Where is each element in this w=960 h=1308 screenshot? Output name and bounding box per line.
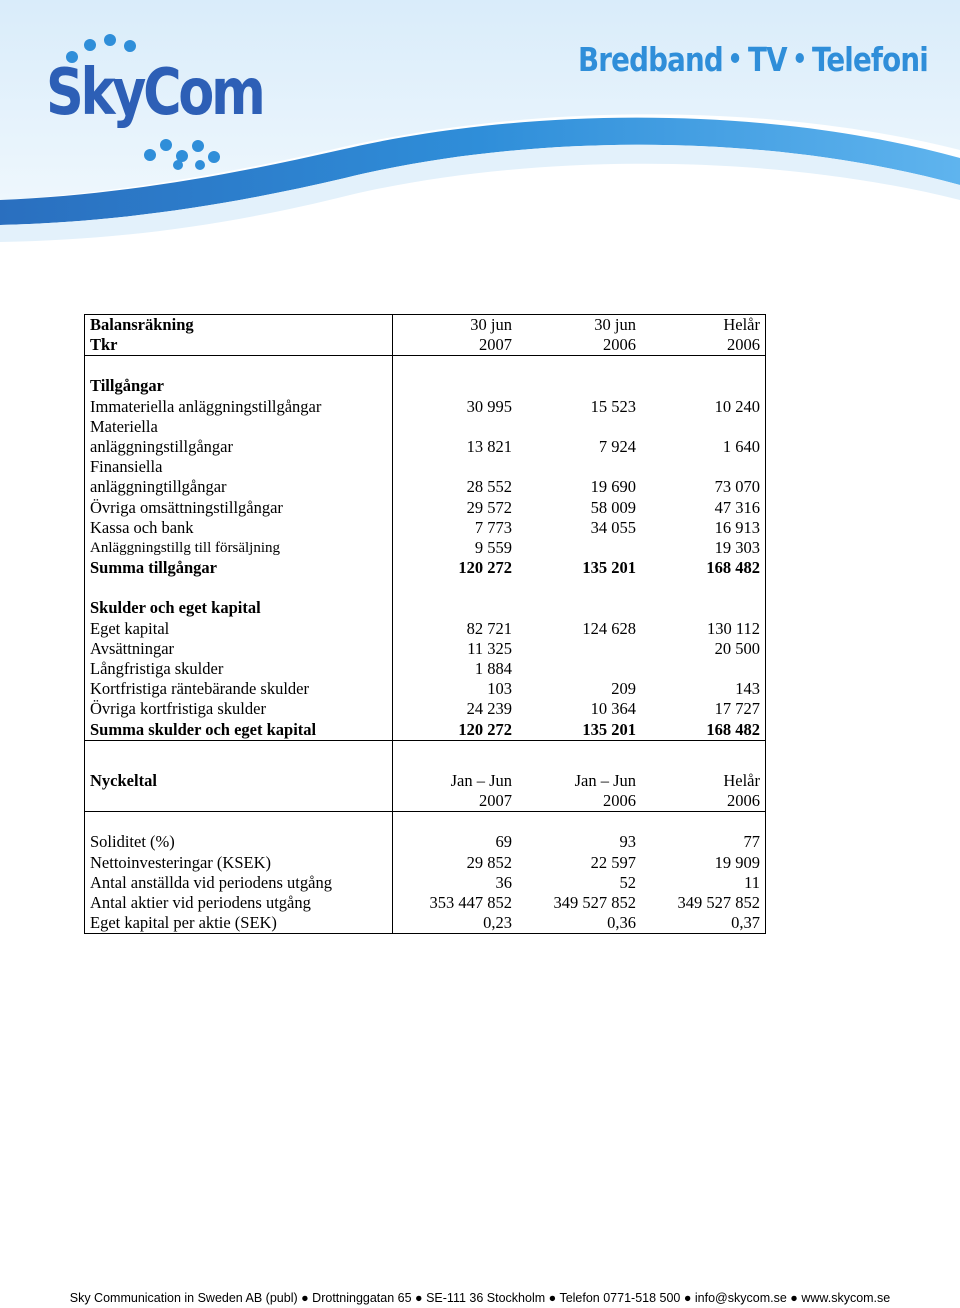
col-header-year: 2006 xyxy=(641,791,766,812)
col-header: Helår xyxy=(641,315,766,336)
col-header: Jan – Jun xyxy=(574,771,636,790)
table-row xyxy=(85,518,766,538)
bullet-icon xyxy=(731,53,739,63)
key-figures-title: Nyckeltal xyxy=(85,771,393,791)
table-row xyxy=(85,679,766,699)
row-value: 1 640 xyxy=(641,417,766,457)
row-value: 349 527 852 xyxy=(553,893,636,913)
bullet-icon: ● xyxy=(790,1291,798,1305)
row-value: 0,37 xyxy=(641,913,766,934)
table-row xyxy=(85,457,766,497)
row-value: 10 364 xyxy=(590,699,636,719)
key-figures-table xyxy=(84,741,766,934)
row-label: Materiella xyxy=(90,416,158,436)
table-row xyxy=(85,417,766,457)
row-value: 30 995 xyxy=(466,396,512,416)
row-value: 29 572 xyxy=(466,497,512,517)
total-value: 120 272 xyxy=(458,558,512,578)
total-label: Summa tillgångar xyxy=(85,558,393,578)
row-label: Nettoinvesteringar (KSEK) xyxy=(85,853,393,873)
row-value: 11 xyxy=(641,873,766,893)
spacer-row xyxy=(85,578,766,598)
brand-logo: SkyCom xyxy=(46,56,263,130)
footer-email[interactable]: info@skycom.se xyxy=(694,1291,787,1305)
row-value: 9 559 xyxy=(474,538,512,558)
row-value: 0,36 xyxy=(517,913,641,934)
col-header: Helår xyxy=(641,771,766,791)
total-row xyxy=(85,558,766,578)
row-value xyxy=(641,659,766,679)
total-value: 168 482 xyxy=(641,558,766,578)
row-value: 34 055 xyxy=(590,517,636,537)
footer-company: Sky Communication in Sweden AB (publ) xyxy=(69,1291,298,1305)
row-value xyxy=(517,659,641,679)
row-label: Soliditet (%) xyxy=(85,832,393,852)
row-label: Eget kapital per aktie (SEK) xyxy=(85,913,393,934)
col-header-year: 2007 xyxy=(393,791,518,812)
table-row xyxy=(85,639,766,659)
col-header: 30 jun xyxy=(517,315,641,336)
row-value: 19 690 xyxy=(590,477,636,497)
row-value: 7 773 xyxy=(474,517,512,537)
balance-sheet-table xyxy=(84,314,766,741)
row-value: 52 xyxy=(619,872,636,892)
row-label: Eget kapital xyxy=(85,619,393,639)
row-label: Kassa och bank xyxy=(85,518,393,538)
row-value: 20 500 xyxy=(641,639,766,659)
total-value: 135 201 xyxy=(517,720,641,741)
total-value: 120 272 xyxy=(393,720,518,741)
row-value: 124 628 xyxy=(582,618,636,638)
col-header-year: 2006 xyxy=(641,335,766,356)
table-row xyxy=(85,397,766,417)
row-value: 24 239 xyxy=(466,699,512,719)
row-value: 93 xyxy=(619,832,636,852)
table-row xyxy=(85,853,766,873)
bullet-icon: ● xyxy=(548,1291,557,1305)
row-value: 17 727 xyxy=(641,699,766,719)
bullet-icon: ● xyxy=(301,1291,309,1305)
row-value: 28 552 xyxy=(466,477,512,497)
table-row xyxy=(85,619,766,639)
tagline xyxy=(578,40,928,79)
row-value: 36 xyxy=(495,872,512,892)
row-label: anläggningtillgångar xyxy=(90,477,227,497)
row-value: 19 303 xyxy=(641,538,766,558)
row-value: 29 852 xyxy=(466,852,512,872)
row-value xyxy=(517,538,641,558)
balance-unit-row xyxy=(85,335,766,356)
footer-address: Drottninggatan 65 xyxy=(312,1291,412,1305)
row-label: Kortfristiga räntebärande skulder xyxy=(85,679,393,699)
row-value: 13 821 xyxy=(466,437,512,457)
row-label: Antal anställda vid periodens utgång xyxy=(85,873,393,893)
row-value: 16 913 xyxy=(641,518,766,538)
row-label: Anläggningstillg till försäljning xyxy=(85,538,393,558)
table-row xyxy=(85,832,766,852)
spacer-row xyxy=(85,741,766,771)
balance-unit: Tkr xyxy=(85,335,393,356)
row-value: 69 xyxy=(495,832,512,852)
section-heading-row xyxy=(85,376,766,396)
row-value: 77 xyxy=(641,832,766,852)
row-value xyxy=(517,639,641,659)
col-header-year: 2006 xyxy=(517,791,641,812)
row-value: 82 721 xyxy=(466,618,512,638)
row-value: 143 xyxy=(641,679,766,699)
row-value: 19 909 xyxy=(641,853,766,873)
row-value: 1 884 xyxy=(474,659,512,679)
table-row xyxy=(85,873,766,893)
balance-header-row xyxy=(85,315,766,336)
row-label: Långfristiga skulder xyxy=(85,659,393,679)
row-label: Immateriella anläggningstillgångar xyxy=(85,397,393,417)
table-row xyxy=(85,913,766,934)
col-header-year: 2006 xyxy=(517,335,641,356)
header-banner xyxy=(0,0,960,250)
row-value: 11 325 xyxy=(467,638,512,658)
row-label: Avsättningar xyxy=(85,639,393,659)
table-row xyxy=(85,538,766,558)
liabilities-heading: Skulder och eget kapital xyxy=(85,598,393,618)
kf-header-year-row xyxy=(85,791,766,812)
row-value: 209 xyxy=(611,679,636,699)
row-value: 73 070 xyxy=(641,457,766,497)
tagline-tv: TV xyxy=(748,40,787,79)
bullet-icon xyxy=(795,53,803,63)
bullet-icon: ● xyxy=(683,1291,692,1305)
row-label: Övriga kortfristiga skulder xyxy=(85,699,393,719)
footer xyxy=(0,1291,960,1305)
table-row xyxy=(85,699,766,719)
table-row xyxy=(85,659,766,679)
row-value: 22 597 xyxy=(590,852,636,872)
spacer-row xyxy=(85,812,766,833)
table-row xyxy=(85,498,766,518)
row-value: 103 xyxy=(487,679,512,699)
row-value: 353 447 852 xyxy=(429,893,512,913)
spacer-row xyxy=(85,356,766,377)
row-label: Övriga omsättningstillgångar xyxy=(85,498,393,518)
row-value: 349 527 852 xyxy=(641,893,766,913)
col-header: Jan – Jun xyxy=(450,771,512,790)
row-value: 0,23 xyxy=(393,913,518,934)
total-value: 135 201 xyxy=(582,558,636,578)
col-header: 30 jun xyxy=(393,315,518,336)
footer-website[interactable]: www.skycom.se xyxy=(801,1291,891,1305)
footer-phone: Telefon 0771-518 500 xyxy=(559,1291,681,1305)
row-value: 15 523 xyxy=(590,396,636,416)
tagline-telephony: Telefoni xyxy=(811,40,928,79)
row-label: anläggningstillgångar xyxy=(90,437,233,457)
total-value: 168 482 xyxy=(641,720,766,741)
section-heading-row xyxy=(85,598,766,618)
row-value: 130 112 xyxy=(641,619,766,639)
row-value: 10 240 xyxy=(641,397,766,417)
col-header-year: 2007 xyxy=(393,335,518,356)
bullet-icon: ● xyxy=(415,1291,423,1305)
table-row xyxy=(85,893,766,913)
balance-title: Balansräkning xyxy=(85,315,393,336)
row-label: Finansiella xyxy=(90,457,163,477)
footer-postal: SE-111 36 Stockholm xyxy=(426,1291,546,1305)
total-row xyxy=(85,720,766,741)
total-label: Summa skulder och eget kapital xyxy=(85,720,393,741)
row-value: 58 009 xyxy=(590,497,636,517)
kf-header-row xyxy=(85,771,766,791)
row-value: 7 924 xyxy=(598,437,636,457)
assets-heading: Tillgångar xyxy=(85,376,393,396)
row-value: 47 316 xyxy=(641,498,766,518)
tagline-broadband: Bredband xyxy=(578,40,723,79)
row-label: Antal aktier vid periodens utgång xyxy=(85,893,393,913)
